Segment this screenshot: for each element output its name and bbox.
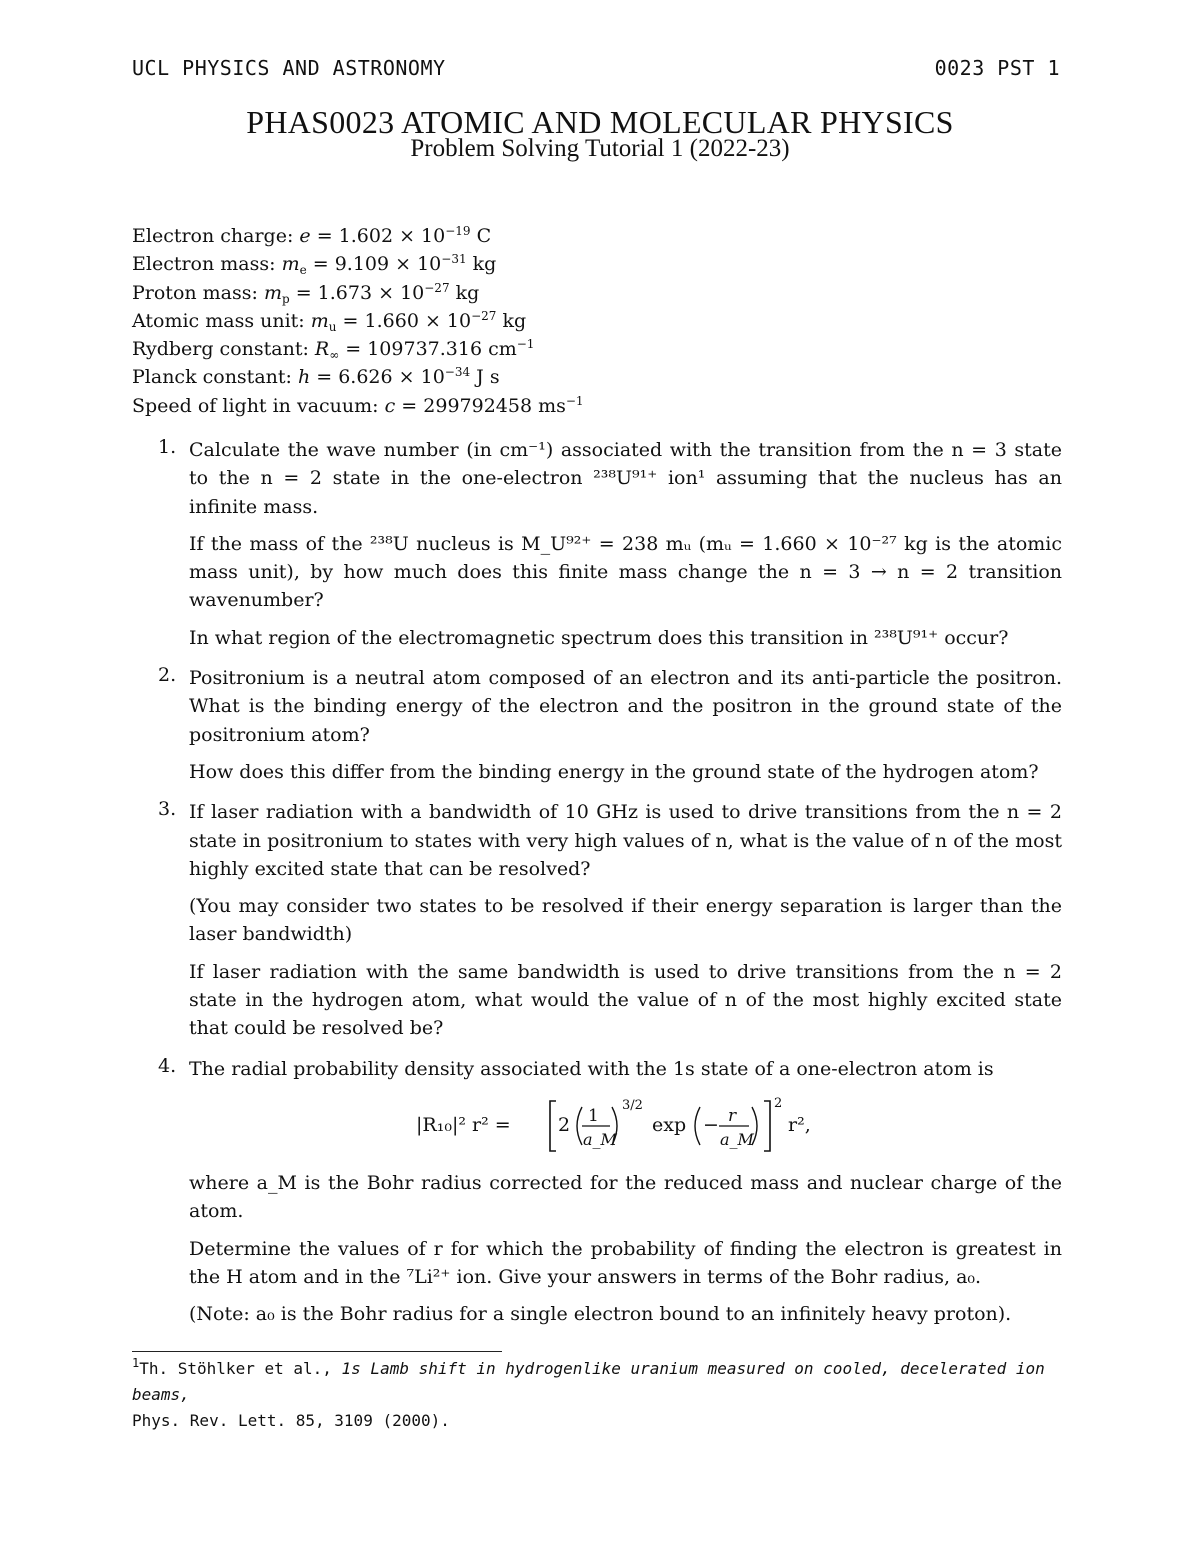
question-paragraph: In what region of the electromagnetic spectrum does this transition in ²³⁸U⁹¹⁺ occur? <box>189 626 1009 649</box>
question-intro: The radial probability density associated with the 1s state of a one-electron atom is <box>189 1057 994 1080</box>
document-title: PHAS0023 ATOMIC AND MOLECULAR PHYSICS <box>246 104 954 140</box>
constant-symbol: c <box>384 394 396 417</box>
formula-func: exp <box>651 1113 686 1136</box>
constant-row <box>132 307 584 335</box>
footnote-rule <box>132 1351 502 1352</box>
footnote-title: 1s Lamb shift in hydrogenlike uranium measured on cooled, decelerated ion beams, <box>132 1359 1045 1404</box>
constant-symbol: m <box>263 281 282 304</box>
formula-power: 3/2 <box>621 1097 643 1113</box>
constant-unit: C <box>470 225 492 247</box>
constants-list <box>132 222 584 420</box>
formula-factor: 2 <box>557 1113 570 1136</box>
constant-exponent: −19 <box>445 224 471 238</box>
constant-exponent: −31 <box>441 252 467 267</box>
constant-exponent: −1 <box>565 393 584 408</box>
constant-subscript: e <box>299 263 307 278</box>
constant-label: Electron mass: <box>132 253 282 276</box>
constant-symbol: R <box>314 338 330 361</box>
constant-unit: kg <box>496 309 527 332</box>
constant-symbol: m <box>281 253 300 276</box>
question-number: 1. <box>158 436 177 458</box>
header-department: UCL PHYSICS AND ASTRONOMY <box>132 56 446 80</box>
formula-outer-power: 2 <box>773 1095 782 1111</box>
constant-symbol: h <box>297 366 311 389</box>
constant-unit: kg <box>466 253 497 276</box>
constant-label: Atomic mass unit: <box>132 309 311 332</box>
formula-frac-den: a_M <box>582 1129 617 1149</box>
constant-row <box>132 279 584 307</box>
constant-label: Planck constant: <box>132 366 298 389</box>
question-number: 2. <box>158 664 177 687</box>
question-paragraph: Positronium is a neutral atom composed of an electron and its anti-particle the positron. What is the binding energy of the electron and the positron in the ground state of the positronium atom? <box>189 667 1062 746</box>
formula-arg-num: r <box>727 1105 736 1126</box>
constant-value: = 109737.316 cm <box>339 338 517 361</box>
constant-exponent: −1 <box>516 337 535 352</box>
constant-exponent: −34 <box>444 365 471 380</box>
question-1 <box>132 436 1062 652</box>
constant-value: = 1.602 × 10 <box>310 225 446 247</box>
formula-frac-num: 1 <box>587 1105 599 1126</box>
constant-label: Electron charge: <box>132 225 300 247</box>
constant-label: Proton mass: <box>132 281 264 304</box>
constant-exponent: −27 <box>471 308 497 323</box>
formula-arg-den: a_M <box>719 1129 754 1149</box>
formula-tail: r², <box>787 1113 811 1136</box>
question-list <box>132 436 1062 1340</box>
question-2 <box>132 664 1062 786</box>
constant-row <box>132 335 584 363</box>
footnote-authors: Th. Stöhlker et al., <box>139 1359 342 1378</box>
question-paragraph: where a_M is the Bohr radius corrected for the reduced mass and nuclear charge of the atom. <box>189 1171 1062 1223</box>
document-subtitle: Problem Solving Tutorial 1 (2022-23) <box>410 135 790 162</box>
question-paragraph: If laser radiation with the same bandwidth is used to drive transitions from the n = 2 state in the hydrogen atom, what would the value of n of the most highly excited state that could be resolved be? <box>189 960 1062 1040</box>
question-paragraph: If laser radiation with a bandwidth of 10 GHz is used to drive transitions from the n = 2 state in positronium to states with very high values of n, what is the value of n of the most highly excited state that can be resolved? <box>189 801 1062 880</box>
question-paragraph: How does this differ from the binding energy in the ground state of the hydrogen atom? <box>189 760 1039 783</box>
footnote-marker: 1 <box>132 1356 140 1370</box>
question-paragraph: (Note: a₀ is the Bohr radius for a single electron bound to an infinitely heavy proton). <box>189 1303 1012 1326</box>
constant-subscript: p <box>281 291 290 306</box>
constant-row <box>132 250 584 278</box>
footnote-journal: Phys. Rev. Lett. 85, 3109 (2000). <box>132 1411 450 1430</box>
constant-subscript: ∞ <box>329 348 340 363</box>
constant-unit: kg <box>449 281 480 304</box>
question-paragraph: Determine the values of r for which the probability of finding the electron is greatest in the H atom and in the ⁷Li²⁺ ion. Give your answers in terms of the Bohr radius, a₀. <box>189 1237 1062 1288</box>
constant-value: = 9.109 × 10 <box>306 253 442 276</box>
constant-value: = 299792458 ms <box>395 394 566 417</box>
constant-symbol: e <box>299 225 311 247</box>
question-3 <box>132 798 1062 1042</box>
footnote <box>132 1356 1062 1434</box>
constant-label: Rydberg constant: <box>132 338 315 361</box>
radial-density-formula <box>189 1093 1062 1155</box>
question-paragraph: If the mass of the ²³⁸U nucleus is M_U⁹²⁺ = 238 mᵤ (mᵤ = 1.660 × 10⁻²⁷ kg is the atomic mass unit), by how much does this finite mass change the n = 3 → n = 2 transition wavenumber? <box>189 532 1062 612</box>
constant-row <box>132 363 584 391</box>
constant-value: = 1.673 × 10 <box>289 281 425 304</box>
constant-row <box>132 392 584 420</box>
constant-subscript: u <box>328 319 337 334</box>
header-course-code: 0023 PST 1 <box>934 56 1060 80</box>
question-paragraph: (You may consider two states to be resolved if their energy separation is larger than the laser bandwidth) <box>189 895 1062 946</box>
formula-graphic <box>416 1093 836 1155</box>
constant-value: = 6.626 × 10 <box>310 366 445 389</box>
constant-exponent: −27 <box>424 280 450 295</box>
constant-unit: J s <box>470 366 500 389</box>
constant-label: Speed of light in vacuum: <box>132 394 385 417</box>
svg-text:−: − <box>702 1113 719 1136</box>
constant-symbol: m <box>310 309 329 332</box>
question-paragraph: Calculate the wave number (in cm⁻¹) associated with the transition from the n = 3 state to the n = 2 state in the one-electron ²³⁸U⁹¹⁺ ion¹ assuming that the nucleus has an infinite mass. <box>189 439 1062 518</box>
constant-value: = 1.660 × 10 <box>336 309 472 332</box>
formula-lhs: |R₁₀|² r² = <box>415 1113 511 1136</box>
constant-row <box>132 222 584 250</box>
question-number: 3. <box>158 798 177 821</box>
question-number: 4. <box>158 1054 177 1077</box>
question-4 <box>132 1055 1062 1329</box>
